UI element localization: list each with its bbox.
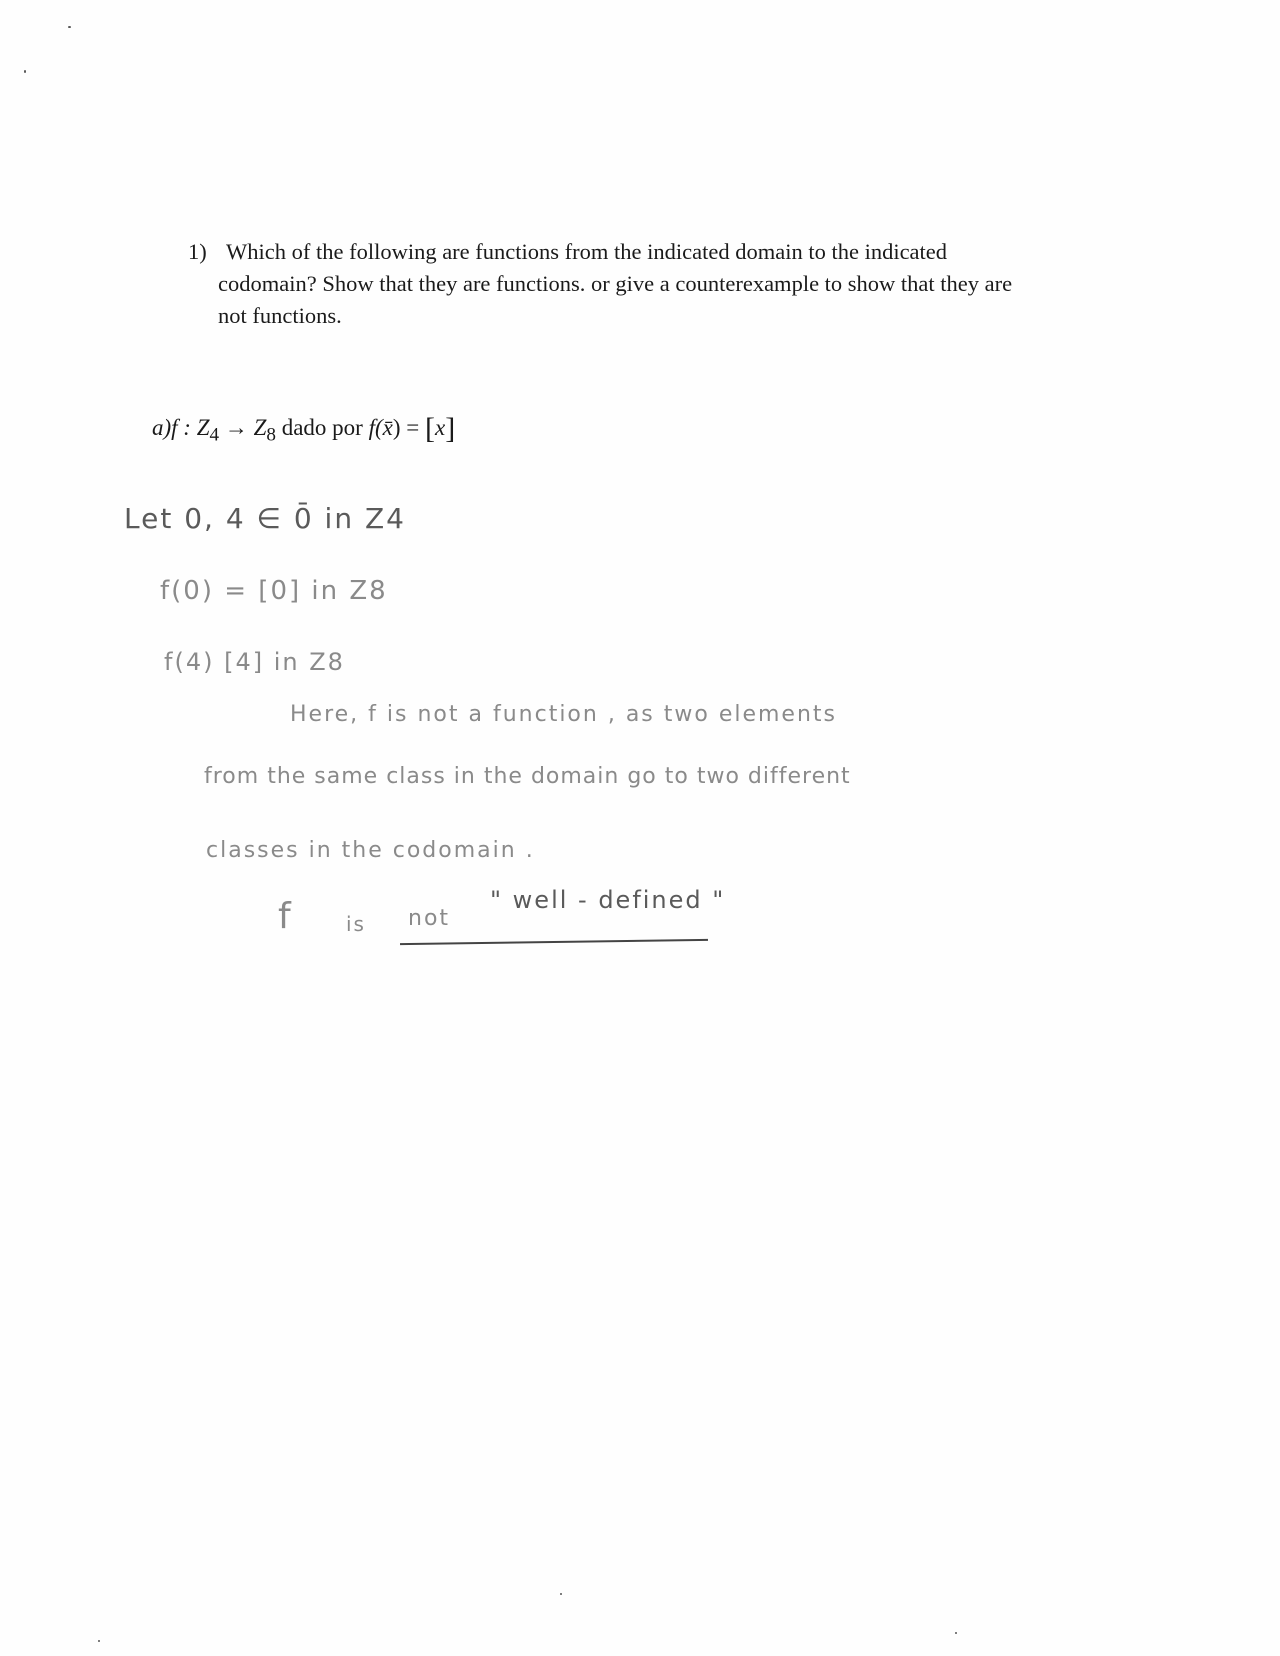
handwriting-line-3: f(4) [4] in Z8 xyxy=(164,648,345,676)
f-of: f( xyxy=(368,415,383,440)
question-text xyxy=(218,236,1086,332)
scan-speck xyxy=(955,1632,957,1634)
question-line: codomain? Show that they are functions. or give a counterexample to show that they are xyxy=(218,271,1013,296)
question-number: 1) xyxy=(188,239,207,264)
left-bracket: [ xyxy=(425,412,436,445)
dado-por: dado por xyxy=(275,415,369,440)
handwriting-line-7-not: not xyxy=(408,906,451,931)
question-line: Which of the following are functions from the indicated domain to the indicated xyxy=(226,239,948,264)
domain-subscript: 4 xyxy=(209,424,220,446)
close-eq: ) = xyxy=(392,415,426,440)
handwriting-line-5: from the same class in the domain go to two different xyxy=(204,764,851,789)
codomain-subscript: 8 xyxy=(266,424,276,446)
x-bar: x̄ xyxy=(382,415,393,440)
scan-speck xyxy=(560,1593,562,1595)
part-label: a) xyxy=(152,415,172,440)
handwriting-line-1: Let 0, 4 ∈ 0̄ in Z4 xyxy=(124,502,406,535)
handwritten-underline xyxy=(400,939,708,945)
handwriting-line-2: f(0) = [0] in Z8 xyxy=(160,576,388,606)
handwriting-line-7-is: is xyxy=(346,912,366,936)
right-bracket: ] xyxy=(445,412,456,445)
scan-speck xyxy=(68,26,71,28)
question-line: not functions. xyxy=(218,303,342,328)
arrow-codomain: → Z xyxy=(219,415,267,440)
handwriting-line-7-well-defined: " well - defined " xyxy=(490,886,726,914)
handwriting-line-4: Here, f is not a function , as two elements xyxy=(290,702,838,727)
scan-speck xyxy=(98,1640,100,1642)
part-a-statement xyxy=(152,412,455,447)
scan-speck xyxy=(24,70,26,73)
function-name: f : Z xyxy=(171,415,210,440)
handwriting-line-7-f: f xyxy=(278,896,293,937)
x-var: x xyxy=(435,415,446,440)
handwriting-line-6: classes in the codomain . xyxy=(206,838,535,863)
